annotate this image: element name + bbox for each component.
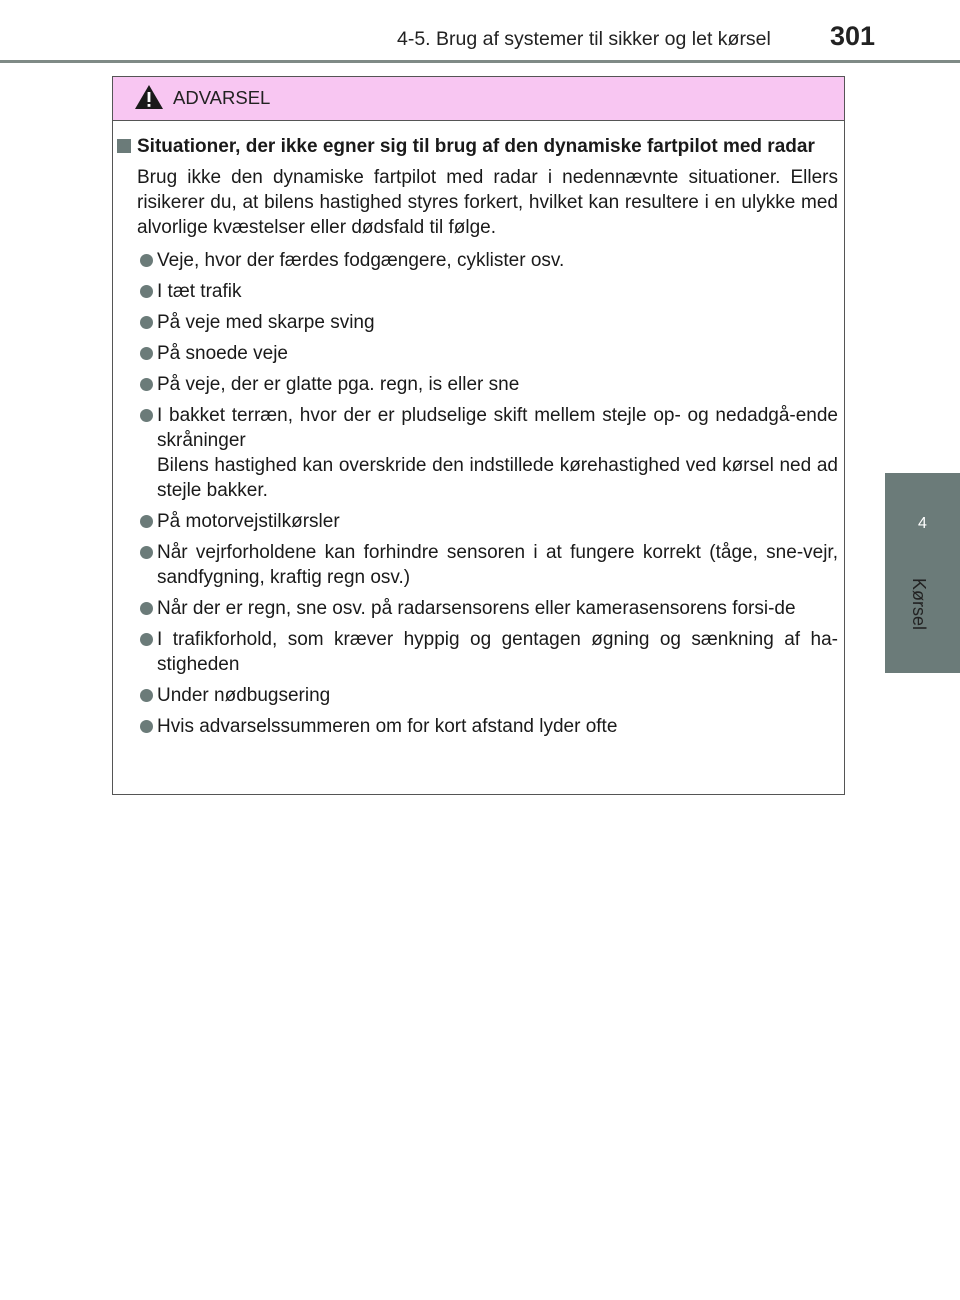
list-item [113,627,838,677]
warning-triangle-icon [134,84,164,110]
list-item-text: Hvis advarselssummeren om for kort afstand lyder ofte [157,716,618,737]
warning-box [112,76,845,795]
list-item [113,341,838,366]
warning-body [113,121,844,739]
round-bullet-icon [140,546,153,559]
round-bullet-icon [140,515,153,528]
warning-subheading-text: Situationer, der ikke egner sig til brug af den dynamiske fartpilot med radar [137,136,815,157]
chapter-tab [885,473,960,673]
page-header [0,0,960,62]
section-title: 4-5. Brug af systemer til sikker og let kørsel [397,28,771,50]
situation-list [113,248,838,739]
list-item [113,683,838,708]
warning-subheading [113,135,838,159]
warning-label: ADVARSEL [173,87,271,108]
list-item [113,403,838,503]
list-item-text: På veje med skarpe sving [157,312,375,333]
square-bullet-icon [117,139,131,153]
round-bullet-icon [140,633,153,646]
list-item-text: Under nødbugsering [157,685,331,706]
list-item [113,372,838,397]
list-item-text: På motorvejstilkørsler [157,511,340,532]
list-item [113,509,838,534]
round-bullet-icon [140,602,153,615]
list-item-text: I trafikforhold, som kræver hyppig og gentagen øgning og sænkning af ha-stigheden [157,629,838,675]
list-item-note: Bilens hastighed kan overskride den indstillede kørehastighed ved kørsel ned ad stejle bakker. [157,455,838,501]
list-item [113,248,838,273]
round-bullet-icon [140,254,153,267]
list-item [113,310,838,335]
list-item-text: Når der er regn, sne osv. på radarsensorens eller kamerasensorens forsi-de [157,598,796,619]
header-rule [0,60,960,63]
round-bullet-icon [140,316,153,329]
list-item-text: På snoede veje [157,343,288,364]
list-item [113,714,838,739]
list-item [113,540,838,590]
list-item [113,279,838,304]
chapter-number: 4 [918,515,927,532]
list-item-text: I bakket terræn, hvor der er pludselige skift mellem stejle op- og nedadgå-ende skråninger [157,405,838,451]
warning-header [113,77,844,121]
list-item-text: Veje, hvor der færdes fodgængere, cyklister osv. [157,250,565,271]
round-bullet-icon [140,347,153,360]
round-bullet-icon [140,409,153,422]
round-bullet-icon [140,285,153,298]
list-item-text: Når vejrforholdene kan forhindre sensoren i at fungere korrekt (tåge, sne-vejr, sandfygning, kraftig regn osv.) [157,542,838,588]
round-bullet-icon [140,378,153,391]
warning-intro: Brug ikke den dynamiske fartpilot med radar i nedennævnte situationer. Ellers risikerer du, at bilens hastighed styres forkert, hvilket kan resultere i en ulykke med alvorlige kvæstelser eller dødsfald til følge. [137,167,838,238]
list-item [113,596,838,621]
page-number: 301 [830,21,876,51]
list-item-text: I tæt trafik [157,281,242,302]
round-bullet-icon [140,720,153,733]
round-bullet-icon [140,689,153,702]
chapter-label: Kørsel [909,578,929,631]
list-item-text: På veje, der er glatte pga. regn, is eller sne [157,374,520,395]
